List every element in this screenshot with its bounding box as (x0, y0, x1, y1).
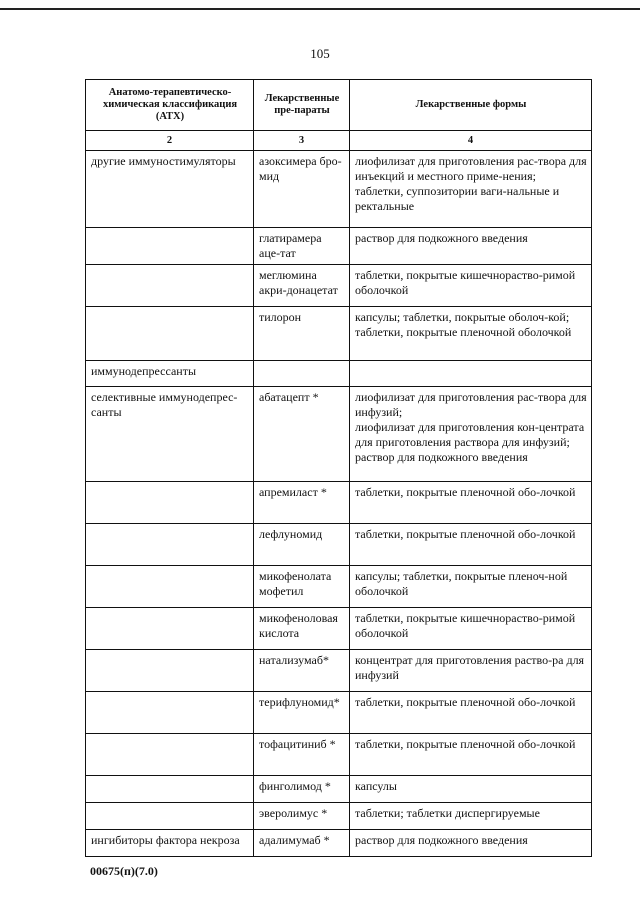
cell-atc (86, 776, 254, 803)
cell-atc (86, 734, 254, 776)
cell-drug: лефлуномид (254, 524, 350, 566)
page-number: 105 (310, 46, 330, 61)
cell-forms: лиофилизат для приготовления рас-твора для инфузий; лиофилизат для приготовления кон-центрата для приготовления раствора для инфузий; раствор для подкожного введения (350, 387, 592, 482)
cell-forms: капсулы; таблетки, покрытые пленоч-ной оболочкой (350, 566, 592, 608)
cell-forms: концентрат для приготовления раство-ра для инфузий (350, 650, 592, 692)
table-row (86, 361, 592, 387)
cell-atc: другие иммуностимуляторы (86, 151, 254, 228)
cell-drug: микофенолата мофетил (254, 566, 350, 608)
cell-drug: азоксимера бро-мид (254, 151, 350, 228)
cell-forms (350, 361, 592, 387)
cell-atc (86, 228, 254, 265)
table-row (86, 228, 592, 265)
cell-atc (86, 608, 254, 650)
cell-atc (86, 566, 254, 608)
cell-drug: абатацепт * (254, 387, 350, 482)
table-row (86, 566, 592, 608)
cell-forms: капсулы; таблетки, покрытые оболоч-кой; таблетки, покрытые пленочной оболочкой (350, 307, 592, 361)
cell-forms: таблетки, покрытые пленочной обо-лочкой (350, 482, 592, 524)
cell-forms: таблетки, покрытые пленочной обо-лочкой (350, 734, 592, 776)
table-row (86, 650, 592, 692)
table-row (86, 265, 592, 307)
cell-forms: таблетки, покрытые пленочной обо-лочкой (350, 524, 592, 566)
column-number: 2 (86, 131, 254, 151)
cell-atc (86, 524, 254, 566)
column-number: 4 (350, 131, 592, 151)
cell-forms: раствор для подкожного введения (350, 228, 592, 265)
table-row (86, 803, 592, 830)
cell-atc (86, 307, 254, 361)
column-number: 3 (254, 131, 350, 151)
table-row (86, 776, 592, 803)
table-row (86, 524, 592, 566)
cell-drug: терифлуномид* (254, 692, 350, 734)
table-row (86, 482, 592, 524)
table-row (86, 608, 592, 650)
table-header-row (86, 80, 592, 131)
cell-atc: селективные иммунодепрес-санты (86, 387, 254, 482)
header-forms: Лекарственные формы (350, 80, 592, 131)
cell-atc: иммунодепрессанты (86, 361, 254, 387)
cell-atc (86, 803, 254, 830)
column-number-row (86, 131, 592, 151)
table-row (86, 307, 592, 361)
header-atc: Анатомо-терапевтическо-химическая классификация (АТХ) (86, 80, 254, 131)
table-body (86, 151, 592, 857)
cell-forms: таблетки; таблетки диспергируемые (350, 803, 592, 830)
cell-atc (86, 650, 254, 692)
cell-drug: апремиласт * (254, 482, 350, 524)
table-row (86, 692, 592, 734)
cell-atc: ингибиторы фактора некроза (86, 830, 254, 857)
cell-atc (86, 692, 254, 734)
cell-drug: адалимумаб * (254, 830, 350, 857)
cell-forms: таблетки, покрытые кишечнораство-римой оболочкой (350, 265, 592, 307)
cell-drug: эверолимус * (254, 803, 350, 830)
medicines-table (85, 79, 592, 857)
top-rule (0, 8, 640, 10)
cell-drug (254, 361, 350, 387)
cell-drug: натализумаб* (254, 650, 350, 692)
document-code: 00675(п)(7.0) (90, 864, 158, 878)
cell-drug: тофацитиниб * (254, 734, 350, 776)
table-row (86, 151, 592, 228)
cell-forms: капсулы (350, 776, 592, 803)
header-drugs: Лекарственные пре-параты (254, 80, 350, 131)
table-row (86, 387, 592, 482)
table-row (86, 734, 592, 776)
cell-drug: глатирамера аце-тат (254, 228, 350, 265)
cell-forms: таблетки, покрытые кишечнораство-римой оболочкой (350, 608, 592, 650)
cell-forms: таблетки, покрытые пленочной обо-лочкой (350, 692, 592, 734)
table-row (86, 830, 592, 857)
cell-drug: финголимод * (254, 776, 350, 803)
cell-atc (86, 482, 254, 524)
cell-forms: лиофилизат для приготовления рас-твора для инъекций и местного приме-нения; таблетки, суппозитории ваги-нальные и ректальные (350, 151, 592, 228)
cell-drug: меглюмина акри-донацетат (254, 265, 350, 307)
cell-atc (86, 265, 254, 307)
cell-drug: тилорон (254, 307, 350, 361)
cell-drug: микофеноловая кислота (254, 608, 350, 650)
cell-forms: раствор для подкожного введения (350, 830, 592, 857)
